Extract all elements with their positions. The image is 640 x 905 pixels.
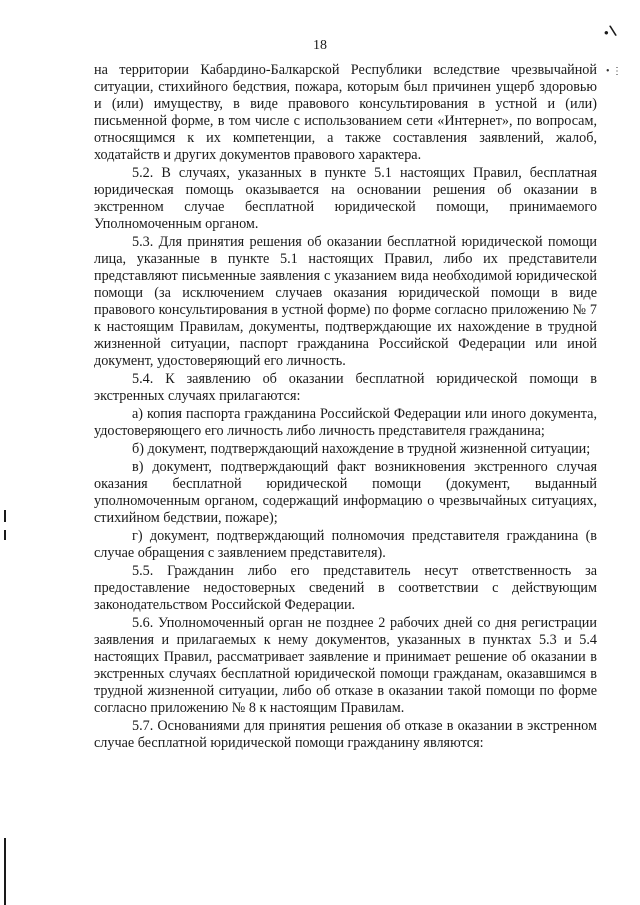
paragraph: 5.2. В случаях, указанных в пункте 5.1 настоящих Правил, бесплатная юридическая помощь оказывается на основании решения об оказании в экстренном случае бесплатной юридической помощи, принимаемого Уполномоченным органом. [94, 165, 597, 232]
scan-edge-mark [4, 510, 6, 522]
paragraph: 5.5. Гражданин либо его представитель несут ответственность за предоставление недостоверных сведений в соответствии с действующим законодательством Российской Федерации. [94, 563, 597, 613]
scan-edge-mark [4, 838, 6, 905]
paragraph: 5.7. Основаниями для принятия решения об отказе в оказании в экстренном случае бесплатной юридической помощи гражданину являются: [94, 718, 597, 751]
paragraph: 5.6. Уполномоченный орган не позднее 2 рабочих дней со дня регистрации заявления и прилагаемых к нему документов, указанных в пунктах 5.3 и 5.4 настоящих Правил, рассматривает заявление и принимает решение об оказании в экстренных случаях бесплатной юридической помощи гражданам, оказавшимся в трудной жизненной ситуации, либо об отказе в оказании такой помощи по форме согласно приложению № 8 к настоящим Правилам. [94, 615, 597, 716]
list-item: в) документ, подтверждающий факт возникновения экстренного случая оказания бесплатной юридической помощи (документ, выданный уполномоченным органом, содержащий информацию о чрезвычайных ситуациях, стихийном бедствии, пожаре); [94, 459, 597, 526]
list-item: б) документ, подтверждающий нахождение в трудной жизненной ситуации; [132, 441, 591, 457]
list-item: а) копия паспорта гражданина Российской Федерации или иного документа, удостоверяющего его личность либо личность представителя гражданина; [94, 406, 597, 439]
page-number: 18 [313, 38, 327, 53]
scan-corner-mark: •∖ [602, 22, 619, 41]
scan-dots: • ⋮ [606, 66, 623, 77]
paragraph: на территории Кабардино-Балкарской Республики вследствие чрезвычайной ситуации, стихийного бедствия, пожара, которым был причинен ущерб здоровью и (или) имуществу, в виде правового консультирования в устной и (или) письменной форме, в том числе с использованием сети «Интернет», по вопросам, относящимся к их компетенции, а также составления заявлений, жалоб, ходатайств и других документов правового характера. [94, 62, 597, 163]
scan-edge-mark [4, 530, 6, 540]
paragraph: 5.4. К заявлению об оказании бесплатной юридической помощи в экстренных случаях прилагаются: [94, 371, 597, 404]
list-item: г) документ, подтверждающий полномочия представителя гражданина (в случае обращения с заявлением представителя). [94, 528, 597, 561]
document-body [94, 62, 597, 753]
paragraph: 5.3. Для принятия решения об оказании бесплатной юридической помощи лица, указанные в пункте 5.1 настоящих Правил, либо их представители представляют письменные заявления с указанием вида необходимой юридической помощи (за исключением случаев оказания юридической помощи в виде правового консультирования в устной форме) по форме согласно приложению № 7 к настоящим Правилам, документы, подтверждающие их нахождение в трудной жизненной ситуации, паспорт гражданина Российской Федерации или иной документ, удостоверяющий его личность. [94, 234, 597, 369]
